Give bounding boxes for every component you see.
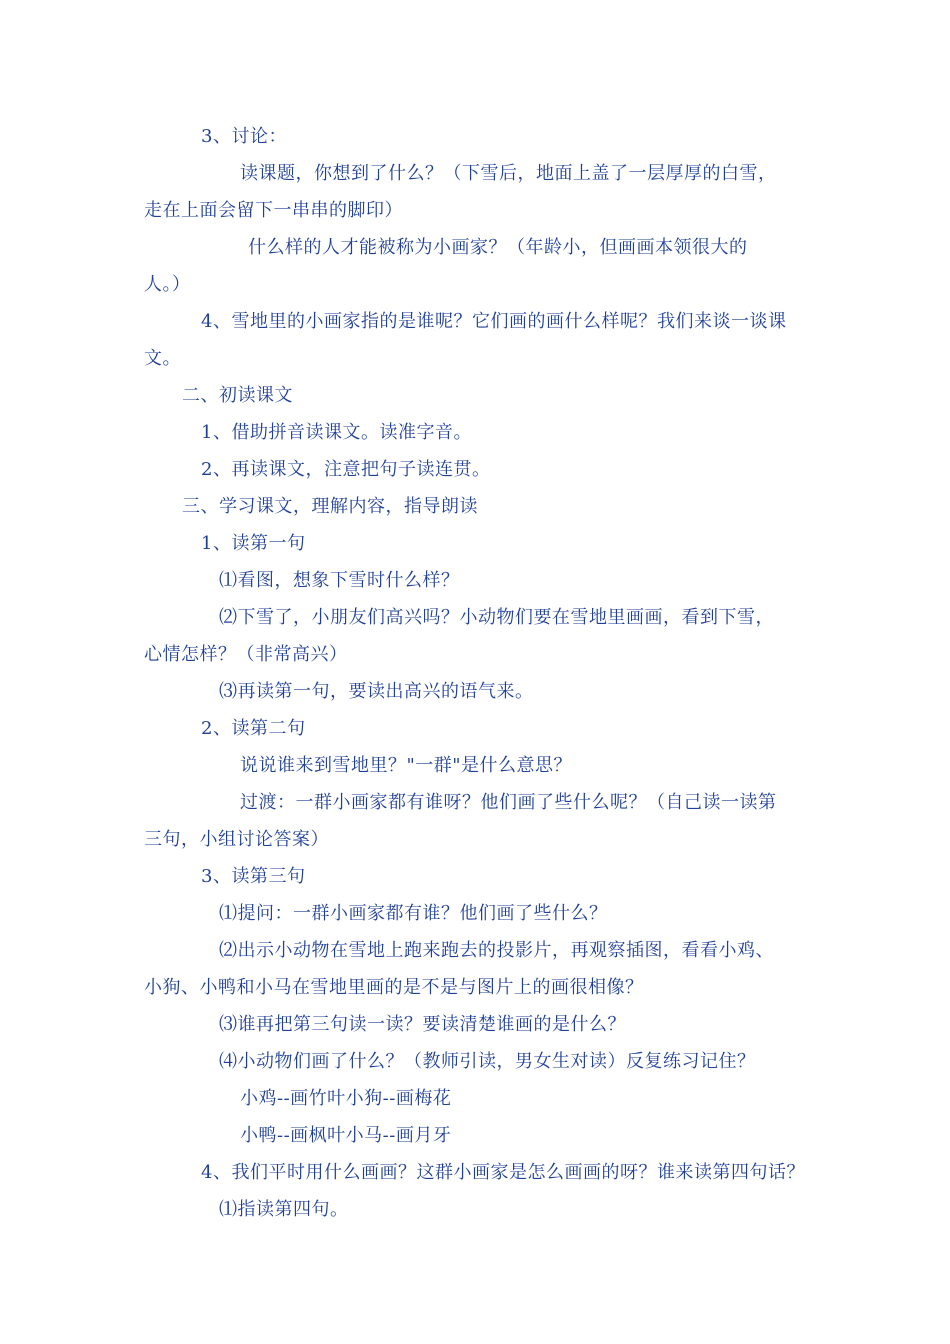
section-3-heading: 三、学习课文，理解内容，指导朗读 — [182, 496, 478, 517]
sub-item-1-2-cont: 心情怎样？（非常高兴） — [144, 644, 348, 665]
section-3-item-1: 1、读第一句 — [201, 533, 306, 554]
sub-item-1-3: ⑶再读第一句，要读出高兴的语气来。 — [219, 681, 534, 702]
section-3-item-4: 4、我们平时用什么画画？这群小画家是怎么画画的呀？谁来读第四句话？ — [201, 1162, 805, 1183]
item-4-who-cont: 文。 — [144, 348, 181, 369]
item-4-who: 4、雪地里的小画家指的是谁呢？它们画的画什么样呢？我们来谈一谈课 — [201, 311, 787, 332]
section-3-item-3: 3、读第三句 — [201, 866, 306, 887]
sub-item-2-2: 过渡：一群小画家都有谁呀？他们画了些什么呢？（自己读一读第 — [240, 792, 777, 813]
sub-item-1-2: ⑵下雪了，小朋友们高兴吗？小动物们要在雪地里画画，看到下雪， — [219, 607, 774, 628]
question-painter: 什么样的人才能被称为小画家？（年龄小，但画画本领很大的 — [248, 237, 748, 258]
question-title: 读课题，你想到了什么？（下雪后，地面上盖了一层厚厚的白雪， — [240, 163, 777, 184]
sub-item-2-1: 说说谁来到雪地里？"一群"是什么意思？ — [240, 755, 573, 776]
question-title-cont: 走在上面会留下一串串的脚印） — [144, 200, 403, 221]
section-2-item-2: 2、再读课文，注意把句子读连贯。 — [201, 459, 491, 480]
section-3-item-2: 2、读第二句 — [201, 718, 306, 739]
item-3-discussion: 3、讨论： — [201, 126, 287, 147]
section-2-item-1: 1、借助拼音读课文。读准字音。 — [201, 422, 472, 443]
sub-item-4-1: ⑴指读第四句。 — [219, 1199, 349, 1220]
pairing-line-2: 小鸭--画枫叶小马--画月牙 — [240, 1125, 452, 1146]
sub-item-3-4: ⑷小动物们画了什么？（教师引读，男女生对读）反复练习记住？ — [219, 1051, 756, 1072]
question-painter-cont: 人。） — [144, 274, 191, 295]
sub-item-2-2-cont: 三句，小组讨论答案） — [144, 829, 329, 850]
sub-item-3-2-cont: 小狗、小鸭和小马在雪地里画的是不是与图片上的画很相像？ — [144, 977, 644, 998]
sub-item-1-1: ⑴看图，想象下雪时什么样？ — [219, 570, 460, 591]
pairing-line-1: 小鸡--画竹叶小狗--画梅花 — [240, 1088, 452, 1109]
sub-item-3-2: ⑵出示小动物在雪地上跑来跑去的投影片，再观察插图，看看小鸡、 — [219, 940, 774, 961]
document-body — [144, 118, 816, 1228]
sub-item-3-1: ⑴提问：一群小画家都有谁？他们画了些什么？ — [219, 903, 608, 924]
section-2-heading: 二、初读课文 — [182, 385, 293, 406]
sub-item-3-3: ⑶谁再把第三句读一读？要读清楚谁画的是什么？ — [219, 1014, 626, 1035]
